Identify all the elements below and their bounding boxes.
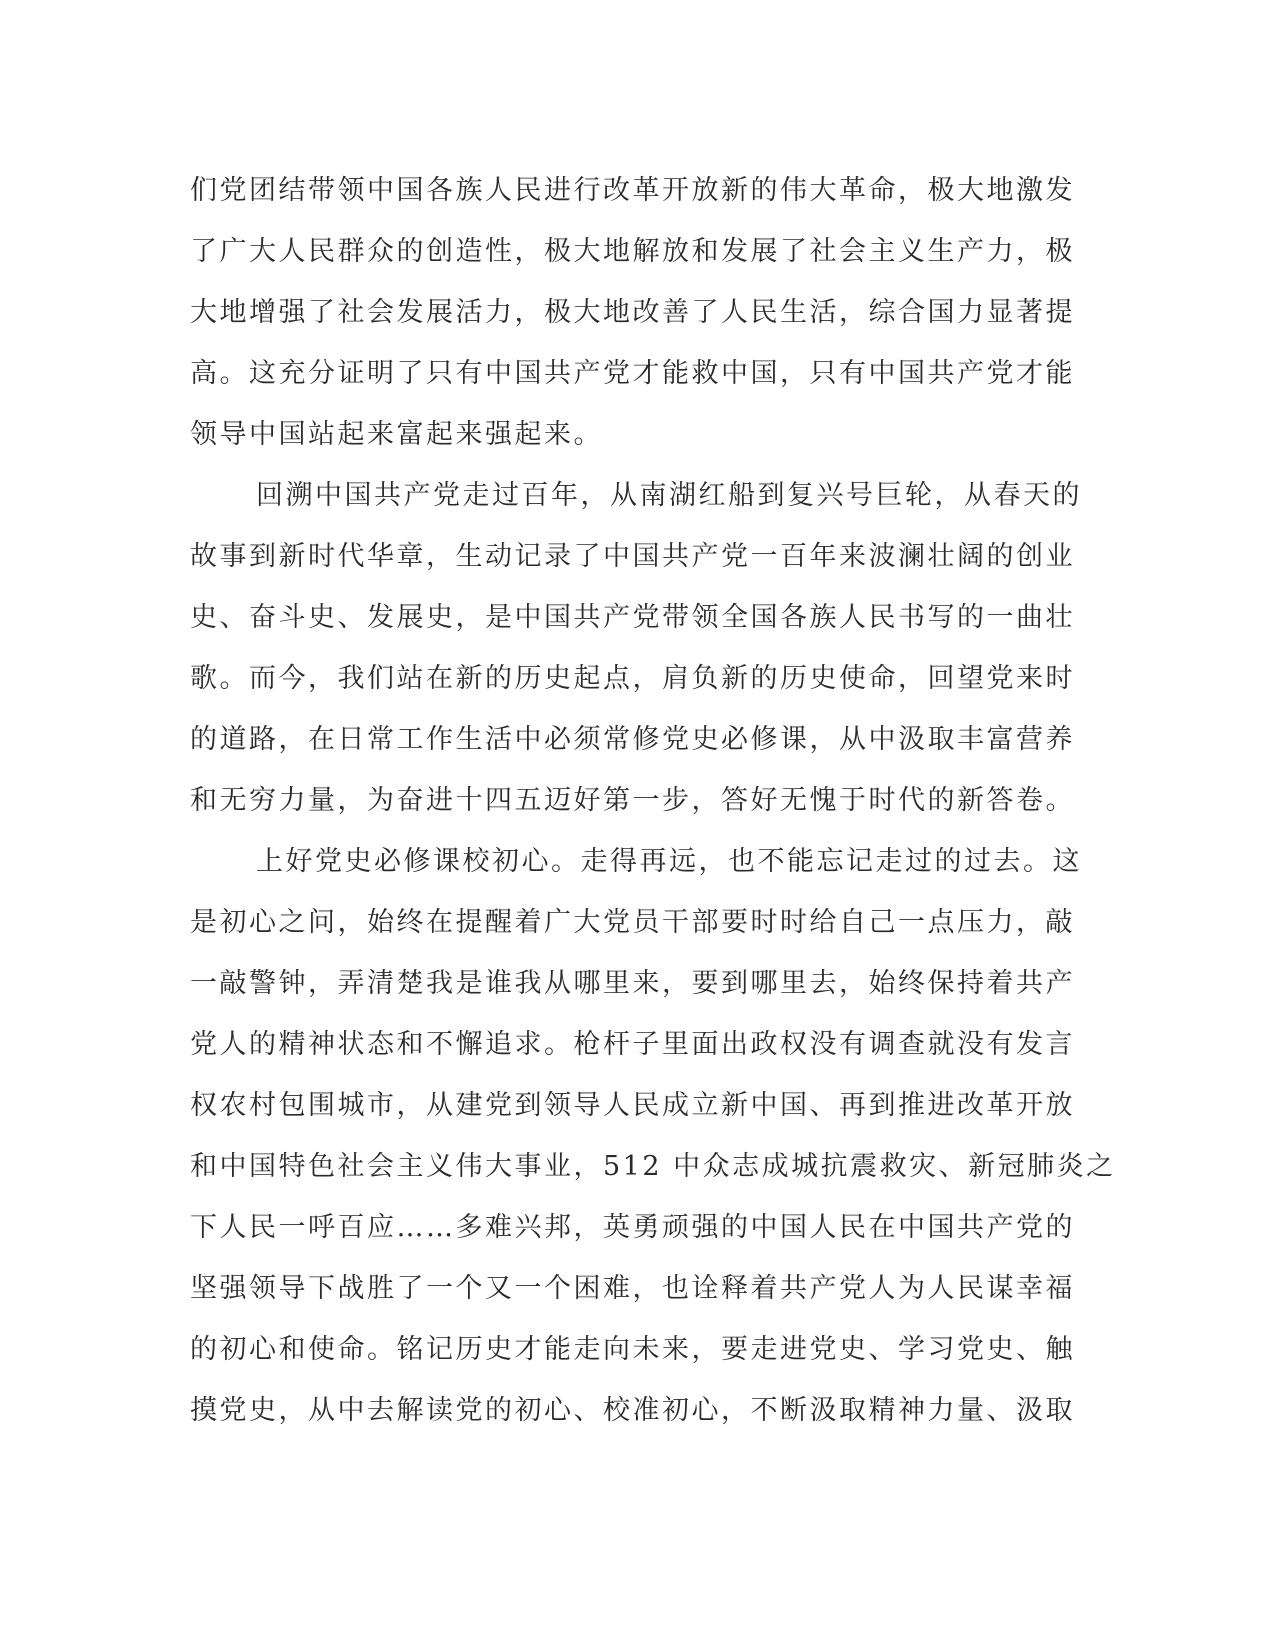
paragraph-3-line-4: 党人的精神状态和不懈追求。枪杆子里面出政权没有调查就没有发言 (190, 1029, 1075, 1060)
paragraph-1-line-2: 了广大人民群众的创造性，极大地解放和发展了社会主义生产力，极 (190, 236, 1075, 267)
paragraph-3-line-5: 权农村包围城市，从建党到领导人民成立新中国、再到推进改革开放 (190, 1090, 1075, 1121)
paragraph-3-line-3: 一敲警钟，弄清楚我是谁我从哪里来，要到哪里去，始终保持着共产 (190, 968, 1075, 999)
paragraph-1-line-3: 大地增强了社会发展活力，极大地改善了人民生活，综合国力显著提 (190, 297, 1075, 328)
paragraph-2-line-5: 的道路，在日常工作生活中必须常修党史必修课，从中汲取丰富营养 (190, 724, 1075, 755)
paragraph-2-line-3: 史、奋斗史、发展史，是中国共产党带领全国各族人民书写的一曲壮 (190, 602, 1075, 633)
paragraph-1-line-4: 高。这充分证明了只有中国共产党才能救中国，只有中国共产党才能 (190, 358, 1075, 389)
paragraph-3-line-2: 是初心之问，始终在提醒着广大党员干部要时时给自己一点压力，敲 (190, 907, 1075, 938)
paragraph-3-line-6: 和中国特色社会主义伟大事业，512 中众志成城抗震救灾、新冠肺炎之 (190, 1151, 1116, 1182)
paragraph-2-line-2: 故事到新时代华章，生动记录了中国共产党一百年来波澜壮阔的创业 (190, 541, 1075, 572)
paragraph-3-line-7: 下人民一呼百应……多难兴邦，英勇顽强的中国人民在中国共产党的 (190, 1212, 1075, 1243)
document-body (190, 160, 1116, 1441)
paragraph-3-line-1: 上好党史必修课校初心。走得再远，也不能忘记走过的过去。这 (256, 846, 1082, 877)
paragraph-2-line-6: 和无穷力量，为奋进十四五迈好第一步，答好无愧于时代的新答卷。 (190, 785, 1075, 816)
paragraph-3-line-9: 的初心和使命。铭记历史才能走向未来，要走进党史、学习党史、触 (190, 1334, 1075, 1365)
paragraph-2-line-4: 歌。而今，我们站在新的历史起点，肩负新的历史使命，回望党来时 (190, 663, 1075, 694)
paragraph-2-line-1: 回溯中国共产党走过百年，从南湖红船到复兴号巨轮，从春天的 (256, 480, 1082, 511)
paragraph-1-line-5: 领导中国站起来富起来强起来。 (190, 419, 603, 450)
paragraph-1-line-1: 们党团结带领中国各族人民进行改革开放新的伟大革命，极大地激发 (190, 175, 1075, 206)
paragraph-3-line-8: 坚强领导下战胜了一个又一个困难，也诠释着共产党人为人民谋幸福 (190, 1273, 1075, 1304)
paragraph-3-line-10: 摸党史，从中去解读党的初心、校准初心，不断汲取精神力量、汲取 (190, 1395, 1075, 1426)
